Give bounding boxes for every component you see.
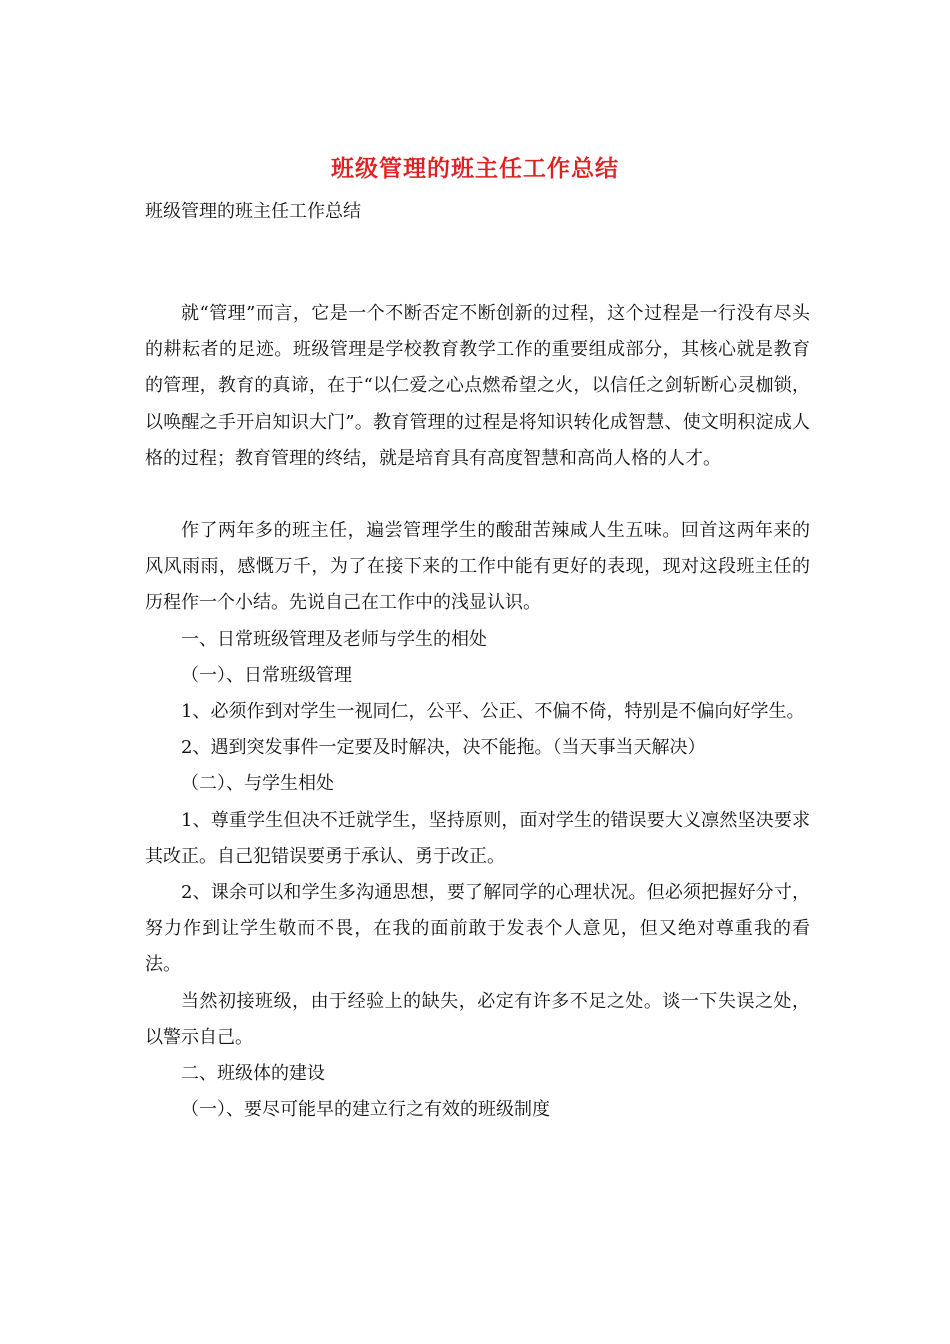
- paragraph-2: 作了两年多的班主任，遍尝管理学生的酸甜苦辣咸人生五味。回首这两年来的风风雨雨，感慨万千，为了在接下来的工作中能有更好的表现，现对这段班主任的历程作一个小结。先说自己在工作中的浅显认识。: [145, 520, 810, 614]
- document-body: [145, 296, 810, 1128]
- list-item: 2、遇到突发事件一定要及时解决，决不能拖。（当天事当天解决）: [181, 737, 706, 759]
- paragraph-reflection: 当然初接班级，由于经验上的缺失，必定有许多不足之处。谈一下失误之处，以警示自己。: [145, 990, 810, 1048]
- section-heading-2: 二、班级体的建设: [181, 1063, 325, 1085]
- list-item: 1、尊重学生但决不迁就学生，坚持原则，面对学生的错误要大义凛然坚决要求其改正。自己犯错误要勇于承认、勇于改正。: [145, 809, 810, 867]
- subsection-heading-2-1: （一）、要尽可能早的建立行之有效的班级制度: [181, 1099, 550, 1121]
- list-item: 1、必须作到对学生一视同仁，公平、公正、不偏不倚，特别是不偏向好学生。: [181, 701, 805, 723]
- subsection-heading-1-1: （一）、日常班级管理: [181, 664, 352, 686]
- list-item: 2、课余可以和学生多沟通思想，要了解同学的心理状况。但必须把握好分寸，努力作到让学生敬而不畏，在我的面前敢于发表个人意见，但又绝对尊重我的看法。: [145, 882, 810, 976]
- paragraph-1: 就“管理”而言，它是一个不断否定不断创新的过程，这个过程是一行没有尽头的耕耘者的足迹。班级管理是学校教育教学工作的重要组成部分，其核心就是教育的管理，教育的真谛，在于“以仁爱之心点燃希望之火，以信任之剑斩断心灵枷锁，以唤醒之手开启知识大门”。教育管理的过程是将知识转化成智慧、使文明积淀成人格的过程；教育管理的终结，就是培育具有高度智慧和高尚人格的人才。: [145, 303, 810, 469]
- document-subtitle: 班级管理的班主任工作总结: [145, 201, 361, 222]
- document-title: 班级管理的班主任工作总结: [331, 155, 619, 182]
- section-heading-1: 一、日常班级管理及老师与学生的相处: [181, 628, 487, 650]
- subsection-heading-1-2: （二）、与学生相处: [181, 773, 334, 795]
